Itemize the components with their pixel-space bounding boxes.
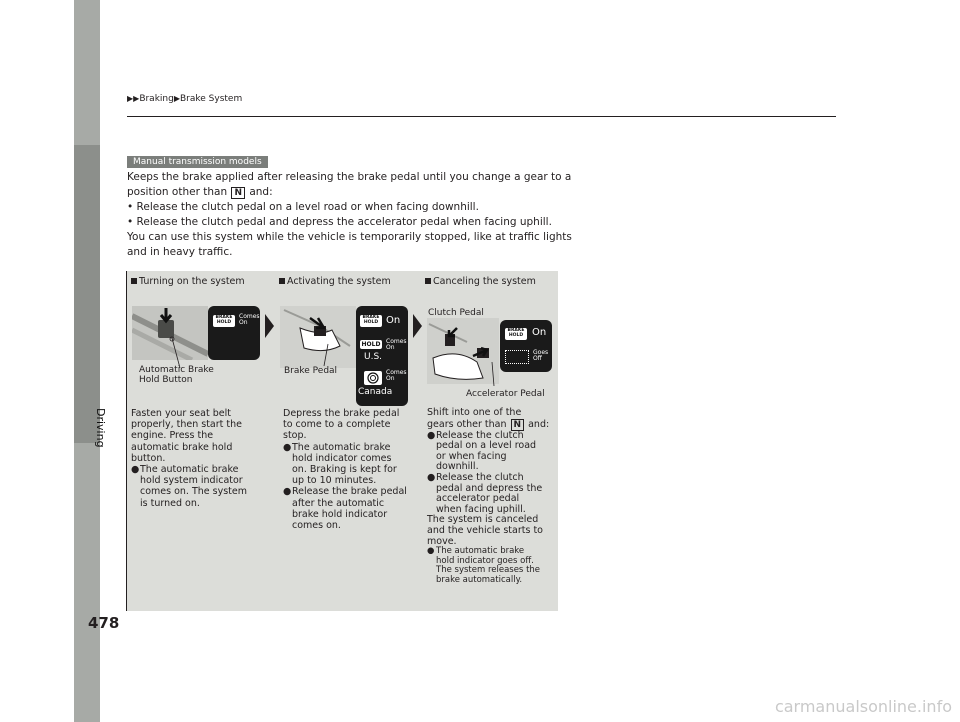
intro-line: and in heavy traffic.: [127, 246, 233, 258]
chapter-label: Driving: [94, 408, 107, 448]
gear-n-key: N: [231, 187, 245, 199]
intro-line: Keeps the brake applied after releasing the brake pedal until you change a gear to a: [127, 171, 572, 183]
intro-line: position other than N and:: [127, 186, 273, 198]
panel-rule: [126, 271, 127, 611]
step-arrow-icon: [265, 314, 274, 338]
watermark: carmanualsonline.info: [774, 697, 952, 716]
indicator-status-on: On: [386, 315, 401, 326]
indicator-status: Comes On: [239, 313, 260, 326]
brake-warning-icon: [363, 370, 383, 386]
bullet-item: ● Release the clutch pedal and depress the accelerator pedal when facing uphill.: [427, 471, 543, 515]
section-title-canceling: Canceling the system: [425, 276, 536, 287]
step-text-canceling: Shift into one of the gears other than N and: ● Release the clutch pedal on a level road or when facing downhill. ● Release the clutch pedal and depress the accelerator pedal when facing uphill. The system is canceled and the vehicle starts to move. ● The automatic brake hold indicator goes off. The system releases the brake automatically.: [427, 408, 555, 585]
hold-indicator-icon: HOLD: [361, 341, 381, 348]
intro-bullet: • Release the clutch pedal and depress the accelerator pedal when facing uphill.: [127, 216, 552, 228]
callout-clutch-pedal: Clutch Pedal: [428, 308, 484, 318]
intro-bullet: • Release the clutch pedal on a level road or when facing downhill.: [127, 201, 479, 213]
header-rule: [127, 116, 836, 117]
brake-hold-indicator-icon: BRAKE HOLD: [213, 315, 235, 327]
brake-hold-indicator-icon: BRAKE HOLD: [505, 328, 527, 340]
step-text-turning-on: Fasten your seat belt properly, then start the engine. Press the automatic brake hold button. ● The automatic brake hold system indicator comes on. The system is turned on.: [131, 408, 271, 509]
callout-leader: [486, 360, 502, 388]
region-label-canada: Canada: [358, 387, 393, 397]
step-text-activating: Depress the brake pedal to come to a complete stop. ● The automatic brake hold indicator comes on. Braking is kept for up to 10 minutes. ● Release the brake pedal after the automatic brake hold indicator comes on.: [283, 408, 423, 531]
indicator-status: Comes On: [386, 369, 407, 382]
page-number: 478: [88, 614, 120, 632]
dash-indicator-cancel: [500, 320, 552, 372]
breadcrumb-braking[interactable]: Braking: [139, 94, 174, 104]
breadcrumb-arrow-icon: ▶▶: [127, 94, 140, 103]
bullet-item: ● Release the brake pedal after the automatic brake hold indicator comes on.: [283, 486, 407, 532]
gear-n-key: N: [511, 419, 525, 431]
model-tag: Manual transmission models: [127, 156, 268, 168]
callout-accelerator-pedal: Accelerator Pedal: [466, 389, 545, 399]
step-arrow-icon: [413, 314, 422, 338]
bullet-item: ● The automatic brake hold indicator goes off.: [427, 546, 534, 566]
indicator-status-on: On: [532, 327, 547, 338]
breadcrumb-arrow-icon: ▶: [173, 94, 180, 103]
small-note: The system releases the brake automatically.: [436, 565, 541, 585]
section-title-turning-on: Turning on the system: [131, 276, 245, 287]
region-label-us: U.S.: [364, 352, 383, 362]
chapter-tab: [74, 145, 100, 443]
indicator-status: Goes Off: [533, 349, 549, 362]
dash-indicator-activate: [356, 306, 408, 406]
breadcrumb-brake-system[interactable]: Brake System: [180, 94, 243, 104]
indicator-off-outline: [505, 350, 529, 364]
bullet-item: ● Release the clutch pedal on a level road or when facing downhill.: [427, 429, 537, 473]
breadcrumb: [127, 94, 242, 104]
bullet-item: ● The automatic brake hold system indicator comes on. The system is turned on.: [131, 464, 248, 509]
indicator-status: Comes On: [386, 338, 407, 351]
section-title-activating: Activating the system: [279, 276, 391, 287]
callout-leader: [318, 342, 334, 368]
callout-automatic-brake-hold-button: Automatic Brake Hold Button: [139, 365, 214, 385]
intro-line: You can use this system while the vehicle is temporarily stopped, like at traffic lights: [127, 231, 572, 243]
bullet-item: ● The automatic brake hold indicator comes on. Braking is kept for up to 10 minutes.: [283, 441, 397, 487]
dash-indicator-turn-on: [208, 306, 260, 360]
callout-brake-pedal: Brake Pedal: [284, 366, 338, 376]
brake-hold-indicator-icon: BRAKE HOLD: [360, 315, 382, 327]
